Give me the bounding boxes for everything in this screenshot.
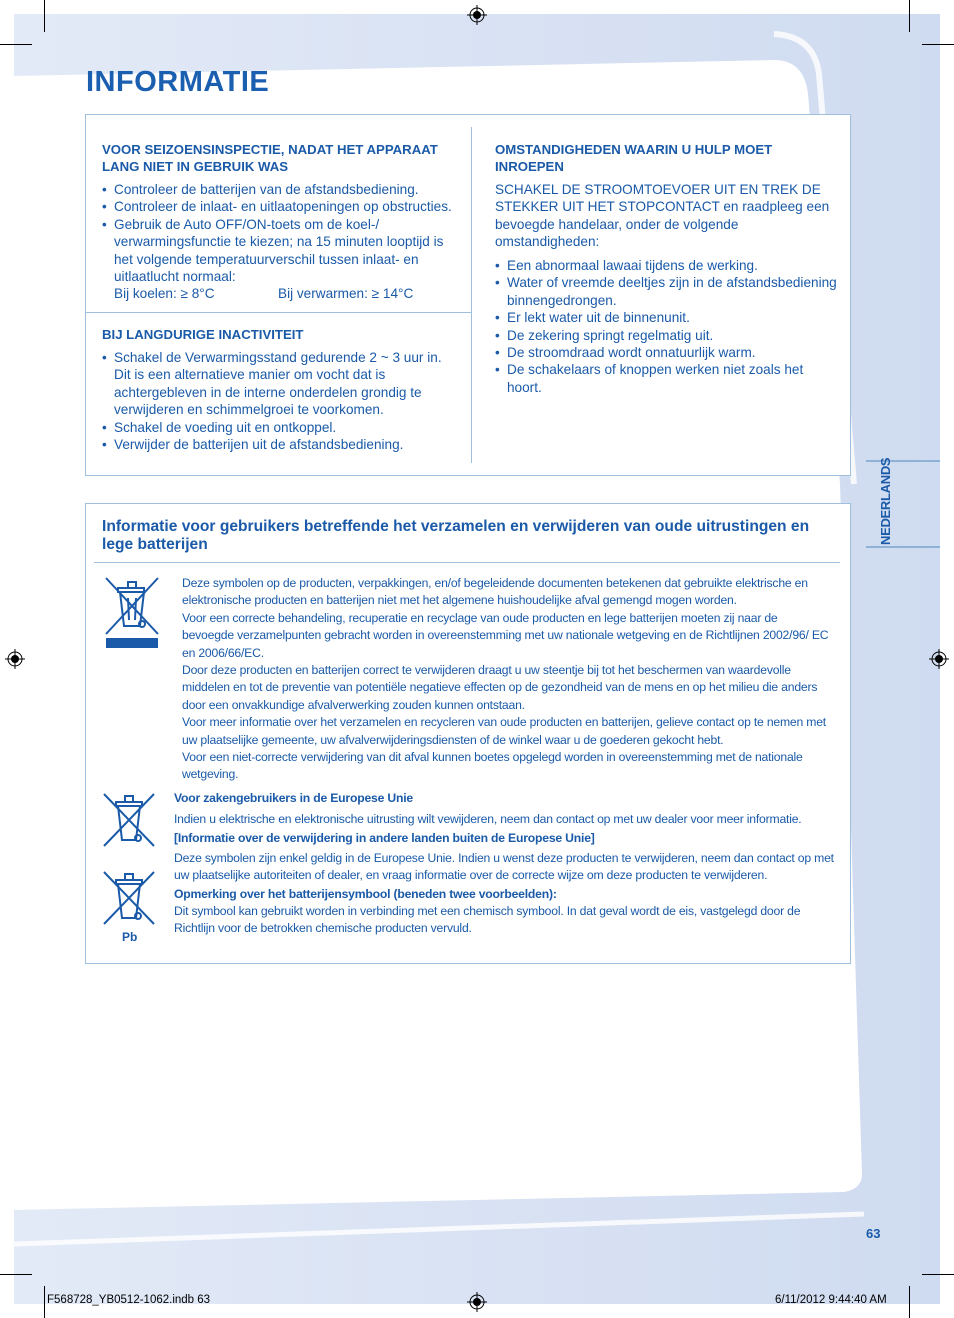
outside-eu-text: Deze symbolen zijn enkel geldig in de Europese Unie. Indien u wenst deze producten te verwijderen, neem dan contact op met uw plaatselijke autoriteiten of dealer, en vraag informatie over de correcte wijze om deze producten te verwijderen. <box>174 851 834 882</box>
cooling-value: Bij koelen: ≥ 8°C <box>114 286 215 302</box>
temperature-difference-row <box>114 285 462 302</box>
list-item: • Controleer de inlaat- en uitlaatopeningen op obstructies. <box>102 198 462 215</box>
crop-mark <box>44 0 45 32</box>
crop-mark <box>909 0 910 32</box>
long-inactivity-list <box>102 349 454 453</box>
list-item: • Een abnormaal lawaai tijdens de werking. <box>495 257 840 274</box>
assistance-list <box>495 257 840 396</box>
crossed-bin-icon <box>102 574 162 650</box>
list-item: • Water of vreemde deeltjes zijn in de afstandsbediening binnengedrongen. <box>495 274 840 309</box>
disposal-paragraph: Voor een niet-correcte verwijdering van dit afval kunnen boetes opgelegd worden in overeenstemming met de nationale wetgeving. <box>182 750 803 782</box>
assistance-heading: OMSTANDIGHEDEN WAARIN U HULP MOET INROEPEN <box>495 142 773 174</box>
disposal-paragraph: Voor meer informatie over het verzamelen en recycleren van oude producten en batterijen, gelieve contact op te nemen met uw plaatselijke gemeente, uw afvalverwijderingsdiensten of de winkel waar u de goederen gekocht hebt. <box>182 715 826 747</box>
seasonal-inspection-heading: VOOR SEIZOENSINSPECTIE, NADAT HET APPARAAT LANG NIET IN GEBRUIK WAS <box>102 142 438 174</box>
crop-mark <box>0 1274 32 1275</box>
crop-mark <box>0 44 32 45</box>
list-item: • De stroomdraad wordt onnatuurlijk warm. <box>495 344 840 361</box>
disposal-paragraph: Deze symbolen op de producten, verpakkingen, en/of begeleidende documenten betekenen dat gebruikte elektrische en elektronische producten en batterijen niet met het algemene huishoudelijke afval gemengd mogen worden. <box>182 576 808 608</box>
pb-label: Pb <box>122 930 138 944</box>
page-title: INFORMATIE <box>86 66 270 98</box>
assistance-intro: SCHAKEL DE STROOMTOEVOER UIT EN TREK DE STEKKER UIT HET STOPCONTACT en raadpleeg een bevoegde handelaar, onder de volgende omstandigheden: <box>495 182 830 250</box>
disposal-divider <box>94 562 840 563</box>
long-inactivity-heading: BIJ LANGDURIGE INACTIVITEIT <box>102 327 304 342</box>
list-item <box>102 216 462 303</box>
outside-eu-heading: [Informatie over de verwijdering in andere landen buiten de Europese Unie] <box>174 831 595 845</box>
business-heading: Voor zakengebruikers in de Europese Unie <box>174 791 413 805</box>
disposal-notes <box>174 790 834 937</box>
disposal-panel <box>85 503 851 964</box>
registration-mark-icon <box>467 5 487 25</box>
business-text: Indien u elektrische en elektronische uitrusting wilt vewijderen, neem dan contact op met uw dealer voor meer informatie. <box>174 812 802 826</box>
heating-value: Bij verwarmen: ≥ 14°C <box>278 286 414 302</box>
list-item-text: Gebruik de Auto OFF/ON-toets om de koel-/ verwarmingsfunctie te kiezen; na 15 minuten looptijd is het volgende temperatuurverschil tussen inlaat- en uitlaatlucht normaal: <box>114 216 444 285</box>
list-item: • Controleer de batterijen van de afstandsbediening. <box>102 181 462 198</box>
section-divider <box>86 312 471 313</box>
footer-date: 6/11/2012 9:44:40 AM <box>775 1294 887 1306</box>
list-item: • Schakel de voeding uit en ontkoppel. <box>102 419 454 436</box>
registration-mark-icon <box>929 649 949 669</box>
disposal-paragraph: Voor een correcte behandeling, recuperatie en recyclage van oude producten en lege batterijen moeten zij naar de bevoegde verzamelpunten gebracht worden in overeenstemming met uw nationale wetgeving en de Richtlijnen 2002/96/ EC en 2006/66/EC. <box>182 610 829 660</box>
column-divider <box>471 127 472 463</box>
crop-mark <box>922 44 954 45</box>
list-item: • Schakel de Verwarmingsstand gedurende 2 ~ 3 uur in. Dit is een alternatieve manier om vocht dat is achtergebleven in de interne onderdelen grondig te verwijderen en schimmelgroei te voorkomen. <box>102 349 454 419</box>
maintenance-panel <box>85 114 851 476</box>
disposal-title: Informatie voor gebruikers betreffende het verzamelen en verwijderen van oude uitrustingen en lege batterijen <box>102 518 810 553</box>
disposal-paragraphs <box>182 575 832 784</box>
footer-file: F568728_YB0512-1062.indb 63 <box>47 1294 211 1306</box>
battery-bin-icon <box>100 868 158 928</box>
list-item: • De zekering springt regelmatig uit. <box>495 327 840 344</box>
registration-mark-icon <box>467 1292 487 1312</box>
crop-mark <box>909 1286 910 1318</box>
crossed-bin-icon <box>100 790 158 850</box>
battery-text: Dit symbool kan gebruikt worden in verbinding met een chemisch symbool. In dat geval wordt de eis, vastgelegd door de Richtlijn voor de betrokken chemische producten vervuld. <box>174 904 801 935</box>
page-number: 63 <box>866 1226 881 1241</box>
crop-mark <box>44 1286 45 1318</box>
language-tab-label: NEDERLANDS <box>878 457 893 545</box>
disposal-paragraph: Door deze producten en batterijen correct te verwijderen draagt u uw steentje bij tot het beschermen van waardevolle middelen en tot de preventie van potentiële negatieve effecten op de gezondheid van de mens en op het milieu die anders door een onvakkundige afvalverwerking zouden kunnen ontstaan. <box>182 663 818 712</box>
seasonal-inspection-list <box>102 181 462 303</box>
registration-mark-icon <box>5 649 25 669</box>
battery-heading: Opmerking over het batterijensymbool (beneden twee voorbeelden): <box>174 887 557 901</box>
crop-mark <box>922 1274 954 1275</box>
list-item: • De schakelaars of knoppen werken niet zoals het hoort. <box>495 361 840 396</box>
list-item: • Verwijder de batterijen uit de afstandsbediening. <box>102 436 454 453</box>
list-item: • Er lekt water uit de binnenunit. <box>495 309 840 326</box>
